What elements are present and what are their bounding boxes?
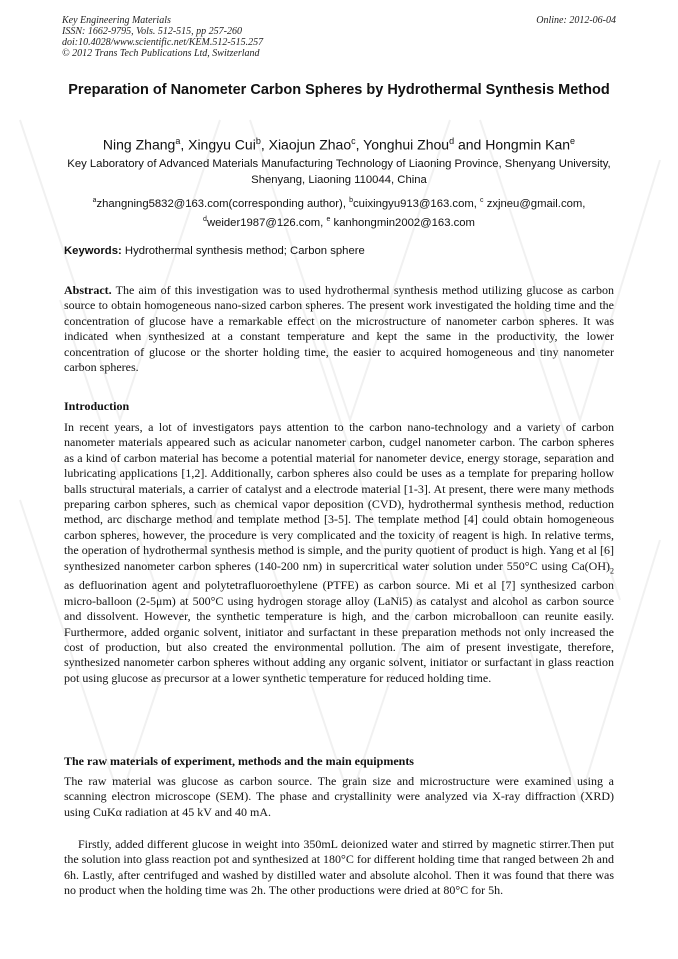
email-a[interactable]: zhangning5832@163.com(corresponding author), xyxy=(96,197,346,210)
abstract-label: Abstract. xyxy=(64,283,112,297)
email-d[interactable]: weider1987@126.com, xyxy=(206,216,324,229)
intro-text-part-2: as defluorination agent and polytetrafluoroethylene (PTFE) as carbon source. Mi et al [7] synthesized carbon micro-balloon (2-5μm) at 500°C using hydrogen storage alloy (LaNi5) as catalyst and alcohol as carbon source and dissolvent. However, the synthetic temperature is high, and the carbon microballoon can reunite easily. Furthermore, added organic solvent, initiator and surfactant in these preparation methods not only increased the cost of production, but also created the environmental pollution. The aim of present investigate, therefore, synthesized nanometer carbon spheres without adding any organic solvent, initiator or surfactant in glass reaction pot using glucose as precursor at a lower synthetic temperature for reduced holding time. xyxy=(64,578,614,685)
introduction-heading: Introduction xyxy=(64,399,130,413)
copyright-line: © 2012 Trans Tech Publications Ltd, Switzerland xyxy=(62,48,260,59)
email-e[interactable]: kanhongmin2002@163.com xyxy=(333,216,475,229)
keywords xyxy=(64,243,614,259)
email-b[interactable]: cuixingyu913@163.com, xyxy=(353,197,477,210)
author-affiliation-mark: a xyxy=(175,136,181,146)
author-affiliation-mark: b xyxy=(255,136,261,146)
abstract xyxy=(64,283,614,375)
author-affiliation-mark: e xyxy=(570,136,576,146)
raw-materials-heading: The raw materials of experiment, methods and the main equipments xyxy=(64,754,414,768)
author-and: and xyxy=(457,136,482,153)
paper-title: Preparation of Nanometer Carbon Spheres by Hydrothermal Synthesis Method xyxy=(68,82,610,98)
email-list: $^a$zhangning5832@163.com(corresponding author), $^b$cuixingyu913@163.com, $^c$ zxjneu@gmail.com, $^d$weider1987@126.com, $^e$ kanhongmin2002@163.com xyxy=(92,197,586,229)
raw-materials-paragraph-2: Firstly, added different glucose in weight into 350mL deionized water and stirred by magnetic stirrer.Then put the solution into glass reaction pot and synthesized at 180°C for different holding time that ranged between 2h and 6h. Lastly, after centrifuged and washed by distilled water and absolute alcohol. Then it was found that there was no product when the holding time was 2h. The other productions were dried at 80°C for 5h. xyxy=(64,837,614,898)
author-affiliation-mark: d xyxy=(449,136,455,146)
journal-name: Key Engineering Materials xyxy=(62,15,171,26)
keywords-text: Hydrothermal synthesis method; Carbon sphere xyxy=(124,245,365,257)
author-name: Ning Zhang xyxy=(102,136,176,153)
journal-header xyxy=(62,15,616,59)
raw-materials-paragraph-1: The raw material was glucose as carbon source. The grain size and microstructure were examined using a scanning electron microscope (SEM). The phase and crystallinity were analyzed via X-ray diffraction (XRD) using CuKα radiation at 45 kV and 40 mA. xyxy=(64,774,614,819)
author-name: Hongmin Kan xyxy=(485,136,571,153)
author-name: Xiaojun Zhao xyxy=(268,136,352,153)
author-affiliation-mark: c xyxy=(351,136,356,146)
abstract-text: The aim of this investigation was to used hydrothermal synthesis method utilizing glucose as carbon source to obtain homogeneous nano-sized carbon spheres. The present work investigated the holding time and the concentration of glucose have a remarkable effect on the microstructure of nanometer carbon spheres. It was indicated when synthesized at a constant temperature and kept the same in the productivity, the lower concentration of glucose or the shorter holding time, the easier to acquired homogeneous and tiny nanometer carbon spheres. xyxy=(64,283,614,375)
intro-text-part-1: In recent years, a lot of investigators pays attention to the carbon nano-technology and a variety of carbon nanometer materials appeared such as acicular nanometer carbon, cudgel nanometer carbon. The carbon spheres as a kind of carbon material has become a potential material for nanometer device, energy storage, separation and lubricating applications [1,2]. Additionally, carbon spheres also could be uses as a template for preparing hollow balls structural materials, a carrier of catalyst and a electrode material [1-3]. At present, there were many methods preparing carbon spheres, such as chemical vapor deposition (CVD), hydrothermal synthesis method, reduction method, arc discharge method and template method [3-5]. The template method [4] could obtain homogeneous carbon spheres, however, the procedure is very complicated and the toxicity of reagent is high. In relative terms, the operation of hydrothermal synthesis method is simple, and the purity quotient of product is high. Yang et al [6] synthesized nanometer carbon spheres (140-200 nm) in supercritical water solution under 550°C using Ca(OH) xyxy=(64,420,614,573)
author-name: Xingyu Cui xyxy=(188,136,256,153)
email-c[interactable]: zxjneu@gmail.com, xyxy=(486,197,586,210)
affiliation: Key Laboratory of Advanced Materials Manufacturing Technology of Liaoning Province, Shenyang University, Shenyang, Liaoning 110044, China xyxy=(67,158,611,186)
author-name: Yonghui Zhou xyxy=(363,136,450,153)
author-list: Ning Zhang$^a$, Xingyu Cui$^b$, Xiaojun Zhao$^c$, Yonghui Zhou$^d$ and Hongmin Kan$^e$ xyxy=(102,136,576,153)
doi-line: doi:10.4028/www.scientific.net/KEM.512-515.257 xyxy=(62,37,264,48)
intro-subscript: 2 xyxy=(610,566,614,576)
keywords-label: Keywords: xyxy=(64,245,122,257)
issn-line: ISSN: 1662-9795, Vols. 512-515, pp 257-260 xyxy=(62,26,242,37)
online-date: Online: 2012-06-04 xyxy=(536,15,616,26)
introduction-text xyxy=(64,420,614,686)
